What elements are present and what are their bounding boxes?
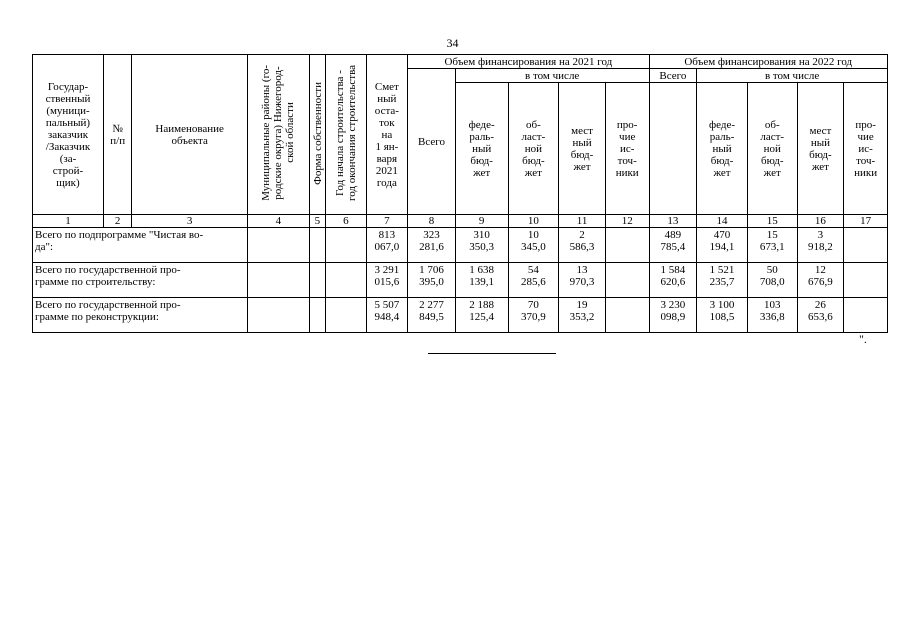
row-total-2021: 323 281,6 xyxy=(408,228,456,263)
header-including-2022: в том числе xyxy=(697,69,888,83)
table-row-clean-water xyxy=(33,228,888,263)
row-total-2022: 1 584 620,6 xyxy=(649,263,697,298)
financing-table xyxy=(32,54,888,333)
row-local-2021: 19 353,2 xyxy=(559,298,606,333)
column-number: 7 xyxy=(366,215,408,228)
row-local-2022: 12 676,9 xyxy=(797,263,844,298)
row-local-2022: 26 653,6 xyxy=(797,298,844,333)
column-number: 11 xyxy=(559,215,606,228)
header-customer: Государ- ственный (муници- пальный) заказчик /Заказчик (за- строй- щик) xyxy=(33,55,104,215)
row-regional-2021: 54 285,6 xyxy=(508,263,559,298)
row-other-2022 xyxy=(844,228,888,263)
column-number: 9 xyxy=(455,215,508,228)
row-federal-2021: 1 638 139,1 xyxy=(455,263,508,298)
header-total-2021: Всего xyxy=(408,69,456,215)
header-other-2022: про- чие ис- точ- ники xyxy=(844,83,888,215)
row-balance: 5 507 948,4 xyxy=(366,298,408,333)
header-fin-2021: Объем финансирования на 2021 год xyxy=(408,55,649,69)
row-regional-2021: 70 370,9 xyxy=(508,298,559,333)
column-number: 12 xyxy=(605,215,649,228)
row-regional-2022: 103 336,8 xyxy=(747,298,797,333)
row-regional-2021: 10 345,0 xyxy=(508,228,559,263)
row-federal-2021: 2 188 125,4 xyxy=(455,298,508,333)
row-total-2021: 2 277 849,5 xyxy=(408,298,456,333)
separator-line xyxy=(428,353,556,354)
row-label: Всего по государственной про- грамме по реконструкции: xyxy=(33,298,248,333)
row-federal-2021: 310 350,3 xyxy=(455,228,508,263)
row-other-2022 xyxy=(844,298,888,333)
header-local-2021: мест ный бюд- жет xyxy=(559,83,606,215)
row-balance: 3 291 015,6 xyxy=(366,263,408,298)
row-local-2021: 2 586,3 xyxy=(559,228,606,263)
row-regional-2022: 50 708,0 xyxy=(747,263,797,298)
row-other-2022 xyxy=(844,263,888,298)
row-regional-2022: 15 673,1 xyxy=(747,228,797,263)
header-ownership: Форма собственности xyxy=(309,55,325,215)
column-number: 10 xyxy=(508,215,559,228)
row-federal-2022: 3 100 108,5 xyxy=(697,298,748,333)
header-district: Муниципальные районы (го- родские округа) Нижегород- ской области xyxy=(247,55,309,215)
header-local-2022: мест ный бюд- жет xyxy=(797,83,844,215)
header-regional-2022: об- ласт- ной бюд- жет xyxy=(747,83,797,215)
row-other-2021 xyxy=(605,298,649,333)
header-balance: Смет ный оста- ток на 1 ян- варя 2021 года xyxy=(366,55,408,215)
column-number: 17 xyxy=(844,215,888,228)
closing-quote: ". xyxy=(859,332,867,346)
column-number: 2 xyxy=(103,215,131,228)
header-years: Год начала строительства - год окончания строительства xyxy=(326,55,367,215)
table-row-construction xyxy=(33,263,888,298)
header-num: № п/п xyxy=(103,55,131,215)
column-number: 3 xyxy=(132,215,248,228)
column-number: 15 xyxy=(747,215,797,228)
row-label: Всего по подпрограмме "Чистая во- да": xyxy=(33,228,248,263)
row-local-2021: 13 970,3 xyxy=(559,263,606,298)
column-number: 6 xyxy=(326,215,367,228)
header-object-name: Наименование объекта xyxy=(132,55,248,215)
row-local-2022: 3 918,2 xyxy=(797,228,844,263)
header-total-2022: Всего xyxy=(649,69,697,83)
column-number: 13 xyxy=(649,215,697,228)
column-number: 8 xyxy=(408,215,456,228)
header-other-2021: про- чие ис- точ- ники xyxy=(605,83,649,215)
row-balance: 813 067,0 xyxy=(366,228,408,263)
row-federal-2022: 1 521 235,7 xyxy=(697,263,748,298)
header-federal-2022: феде- раль- ный бюд- жет xyxy=(697,83,748,215)
row-total-2021: 1 706 395,0 xyxy=(408,263,456,298)
column-numbers-row xyxy=(33,215,888,228)
row-total-2022: 489 785,4 xyxy=(649,228,697,263)
column-number: 14 xyxy=(697,215,748,228)
row-label: Всего по государственной про- грамме по строительству: xyxy=(33,263,248,298)
header-total-2022-blank xyxy=(649,83,697,215)
row-other-2021 xyxy=(605,263,649,298)
column-number: 4 xyxy=(247,215,309,228)
row-other-2021 xyxy=(605,228,649,263)
column-number: 5 xyxy=(309,215,325,228)
column-number: 1 xyxy=(33,215,104,228)
page-number: 34 xyxy=(446,36,459,50)
row-federal-2022: 470 194,1 xyxy=(697,228,748,263)
header-including-2021: в том числе xyxy=(455,69,649,83)
table-row-reconstruction xyxy=(33,298,888,333)
row-total-2022: 3 230 098,9 xyxy=(649,298,697,333)
column-number: 16 xyxy=(797,215,844,228)
header-regional-2021: об- ласт- ной бюд- жет xyxy=(508,83,559,215)
header-fin-2022: Объем финансирования на 2022 год xyxy=(649,55,887,69)
header-federal-2021: феде- раль- ный бюд- жет xyxy=(455,83,508,215)
